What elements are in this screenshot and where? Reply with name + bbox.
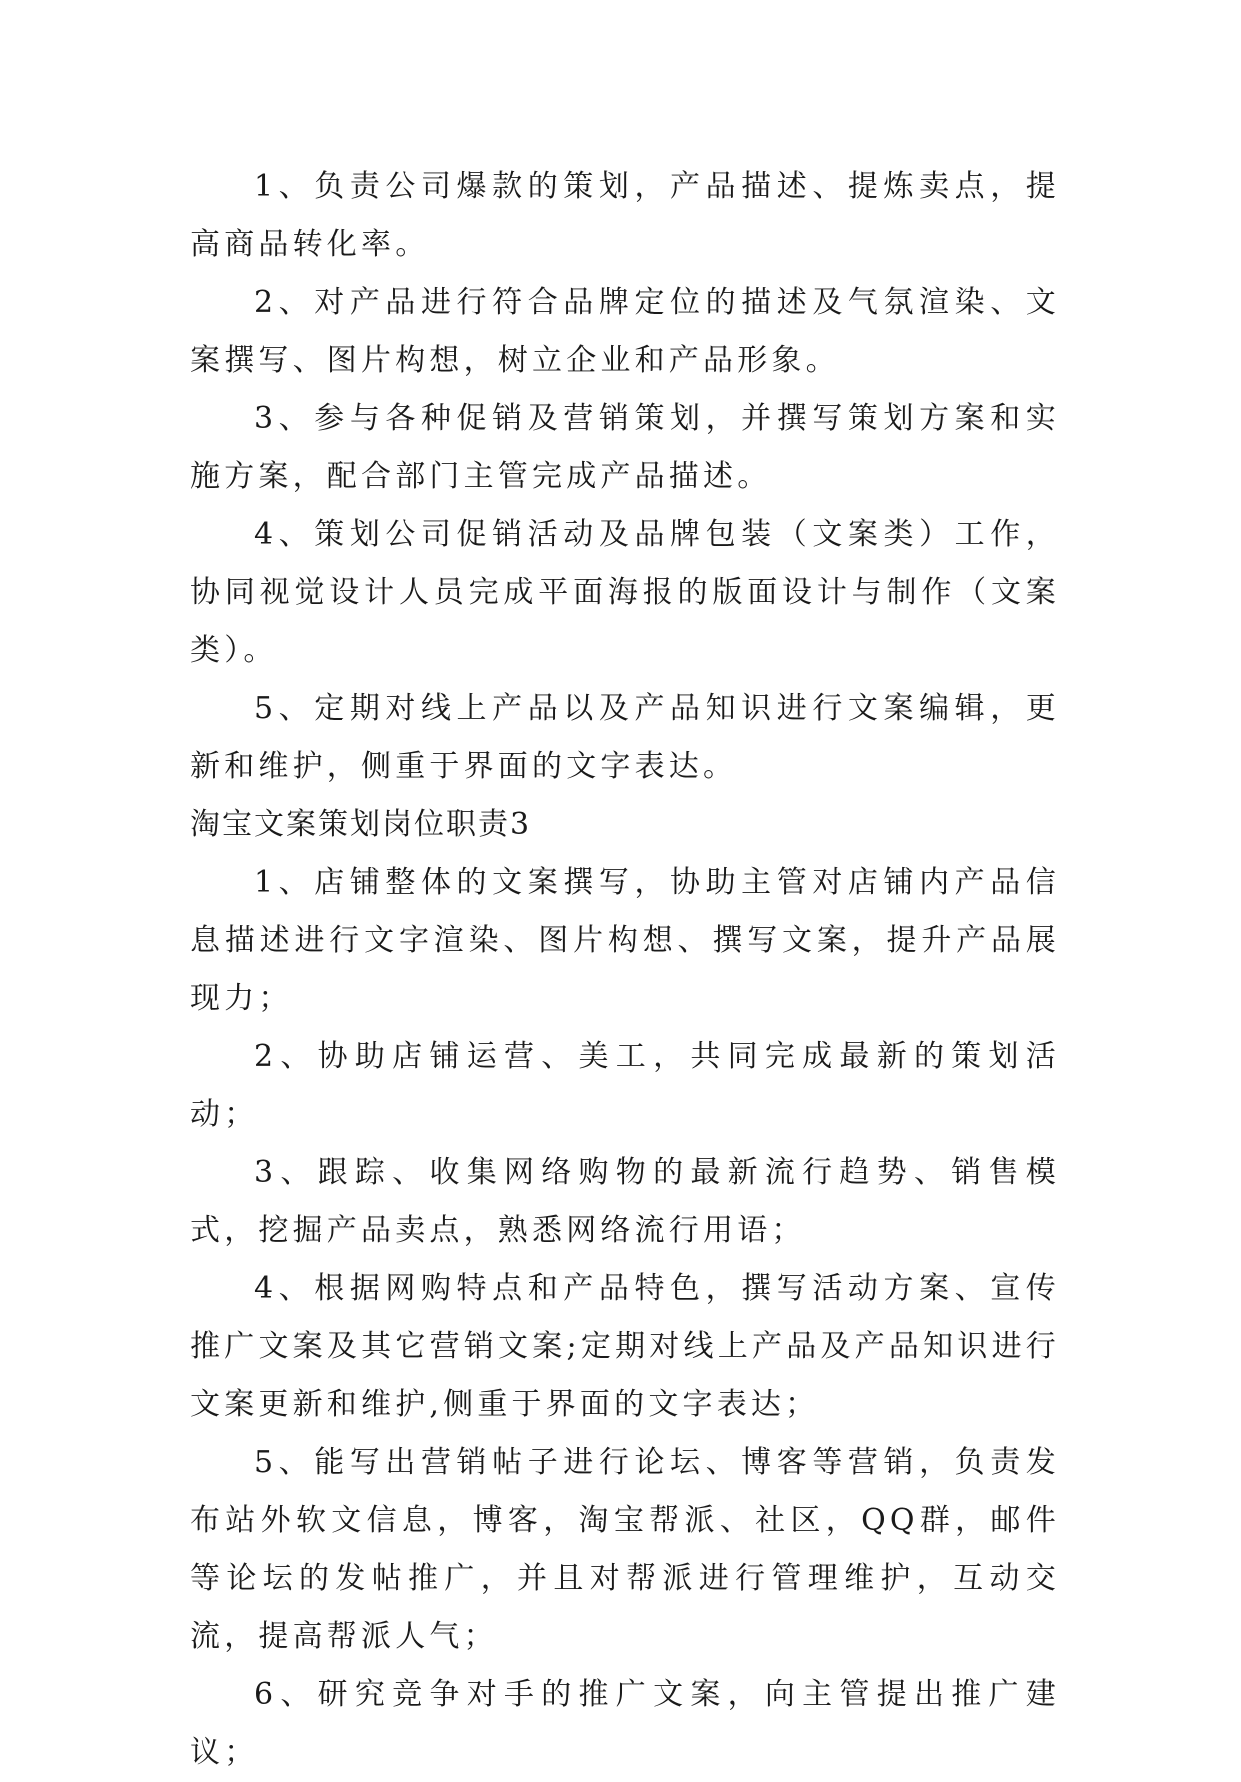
- paragraph: 6、研究竞争对手的推广文案，向主管提出推广建议；: [190, 1677, 1060, 1770]
- section-heading: 淘宝文案策划岗位职责3: [190, 807, 532, 842]
- paragraph: 3、参与各种促销及营销策划，并撰写策划方案和实施方案，配合部门主管完成产品描述。: [190, 401, 1060, 494]
- paragraph: 2、协助店铺运营、美工，共同完成最新的策划活动；: [190, 1039, 1060, 1132]
- paragraph: 4、根据网购特点和产品特色，撰写活动方案、宣传推广文案及其它营销文案;定期对线上产品及产品知识进行文案更新和维护,侧重于界面的文字表达；: [190, 1271, 1060, 1422]
- paragraph: 1、店铺整体的文案撰写，协助主管对店铺内产品信息描述进行文字渲染、图片构想、撰写文案，提升产品展现力；: [190, 865, 1060, 1016]
- paragraph: 5、定期对线上产品以及产品知识进行文案编辑，更新和维护，侧重于界面的文字表达。: [190, 691, 1060, 784]
- paragraph: 5、能写出营销帖子进行论坛、博客等营销，负责发布站外软文信息，博客，淘宝帮派、社区，QQ群，邮件等论坛的发帖推广，并且对帮派进行管理维护，互动交流，提高帮派人气；: [190, 1445, 1060, 1654]
- paragraph: 1、负责公司爆款的策划，产品描述、提炼卖点，提高商品转化率。: [190, 169, 1060, 262]
- paragraph: 2、对产品进行符合品牌定位的描述及气氛渲染、文案撰写、图片构想，树立企业和产品形象。: [190, 285, 1060, 378]
- paragraph: 3、跟踪、收集网络购物的最新流行趋势、销售模式，挖掘产品卖点，熟悉网络流行用语；: [190, 1155, 1060, 1248]
- document-body: [190, 158, 1060, 1782]
- paragraph: 4、策划公司促销活动及品牌包装（文案类）工作，协同视觉设计人员完成平面海报的版面设计与制作（文案类）。: [190, 517, 1060, 668]
